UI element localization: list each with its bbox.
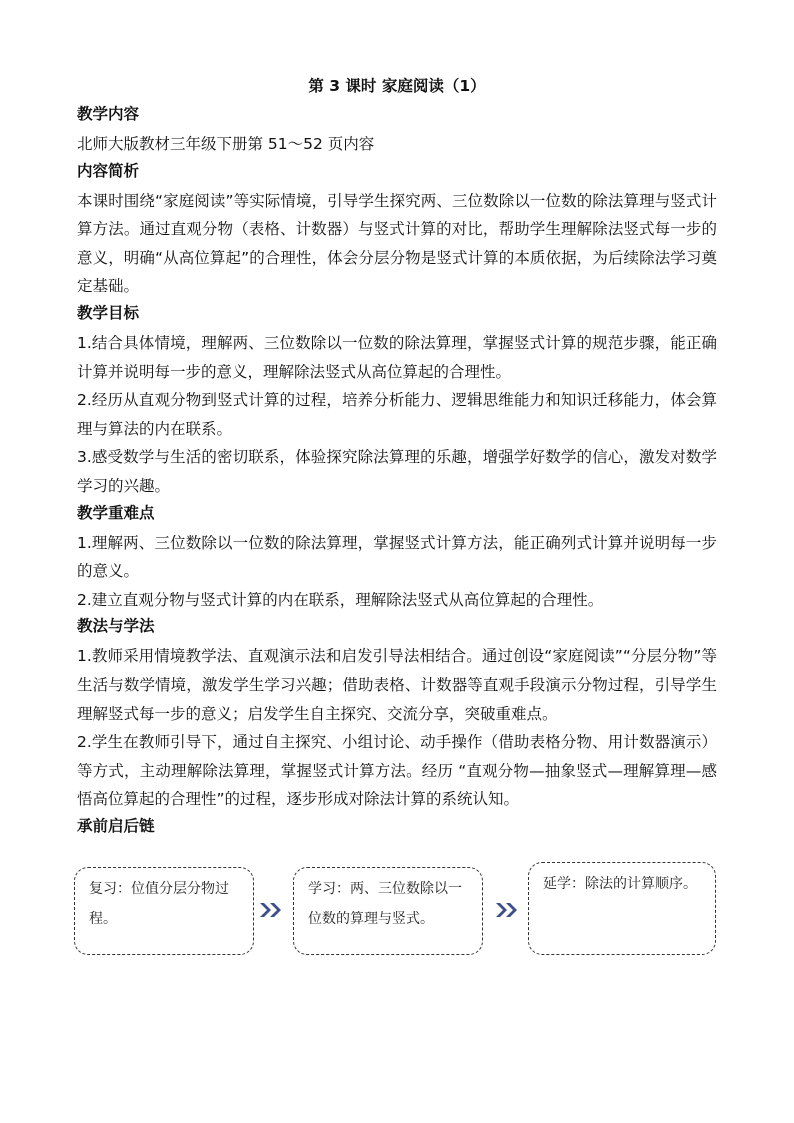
paragraph: 3.感受数学与生活的密切联系，体验探究除法算理的乐趣，增强学好数学的信心，激发对数学学习的兴趣。 — [77, 448, 717, 495]
double-chevron-icon — [494, 900, 526, 924]
paragraph: 1.理解两、三位数除以一位数的除法算理，掌握竖式计算方法，能正确列式计算并说明每一步的意义。 — [77, 533, 717, 581]
section-heading-teaching-content: 教学内容 — [77, 105, 140, 123]
lesson-content — [77, 102, 717, 842]
paragraph: 1.结合具体情境，理解两、三位数除以一位数的除法算理，掌握竖式计算的规范步骤，能正确计算并说明每一步的意义，理解除法竖式从高位算起的合理性。 — [77, 333, 717, 381]
paragraph: 2.学生在教师引导下，通过自主探究、小组讨论、动手操作（借助表格分物、用计数器演示）等方式，主动理解除法算理，掌握竖式计算方法。经历 “直观分物—抽象竖式—理解算理—感悟高位算起的合理性”的过程，逐步形成对除法计算的系统认知。 — [77, 733, 717, 809]
double-chevron-icon — [258, 900, 290, 924]
paragraph: 1.教师采用情境教学法、直观演示法和启发引导法相结合。通过创设“家庭阅读”“分层分物”等生活与数学情境，激发学生学习兴趣；借助表格、计数器等直观手段演示分物过程，引导学生理解竖式每一步的意义；启发学生自主探究、交流分享，突破重难点。 — [77, 647, 717, 723]
section-heading-key-points: 教学重难点 — [77, 503, 155, 522]
page-title: 第 3 课时 家庭阅读（1） — [308, 77, 486, 95]
section-heading-connection-chain: 承前启后链 — [77, 816, 155, 835]
paragraph: 2.建立直观分物与竖式计算的内在联系，理解除法竖式从高位算起的合理性。 — [77, 590, 604, 609]
section-heading-teaching-goals: 教学目标 — [77, 303, 140, 322]
paragraph: 北师大版教材三年级下册第 51～52 页内容 — [77, 135, 375, 153]
paragraph: 2.经历从直观分物到竖式计算的过程，培养分析能力、逻辑思维能力和知识迁移能力，体会算理与算法的内在联系。 — [77, 391, 717, 438]
flow-box-learn: 学习：两、三位数除以一位数的算理与竖式。 — [293, 867, 483, 955]
flow-box-review: 复习：位值分层分物过程。 — [74, 867, 254, 955]
section-heading-methods: 教法与学法 — [77, 617, 155, 636]
flow-box-extend: 延学：除法的计算顺序。 — [528, 862, 716, 955]
section-heading-content-analysis: 内容简析 — [77, 161, 140, 180]
paragraph: 本课时围绕“家庭阅读”等实际情境，引导学生探究两、三位数除以一位数的除法算理与竖式计算方法。通过直观分物（表格、计数器）与竖式计算的对比，帮助学生理解除法竖式每一步的意义，明确“从高位算起”的合理性，体会分层分物是竖式计算的本质依据，为后续除法学习奠定基础。 — [77, 191, 717, 296]
